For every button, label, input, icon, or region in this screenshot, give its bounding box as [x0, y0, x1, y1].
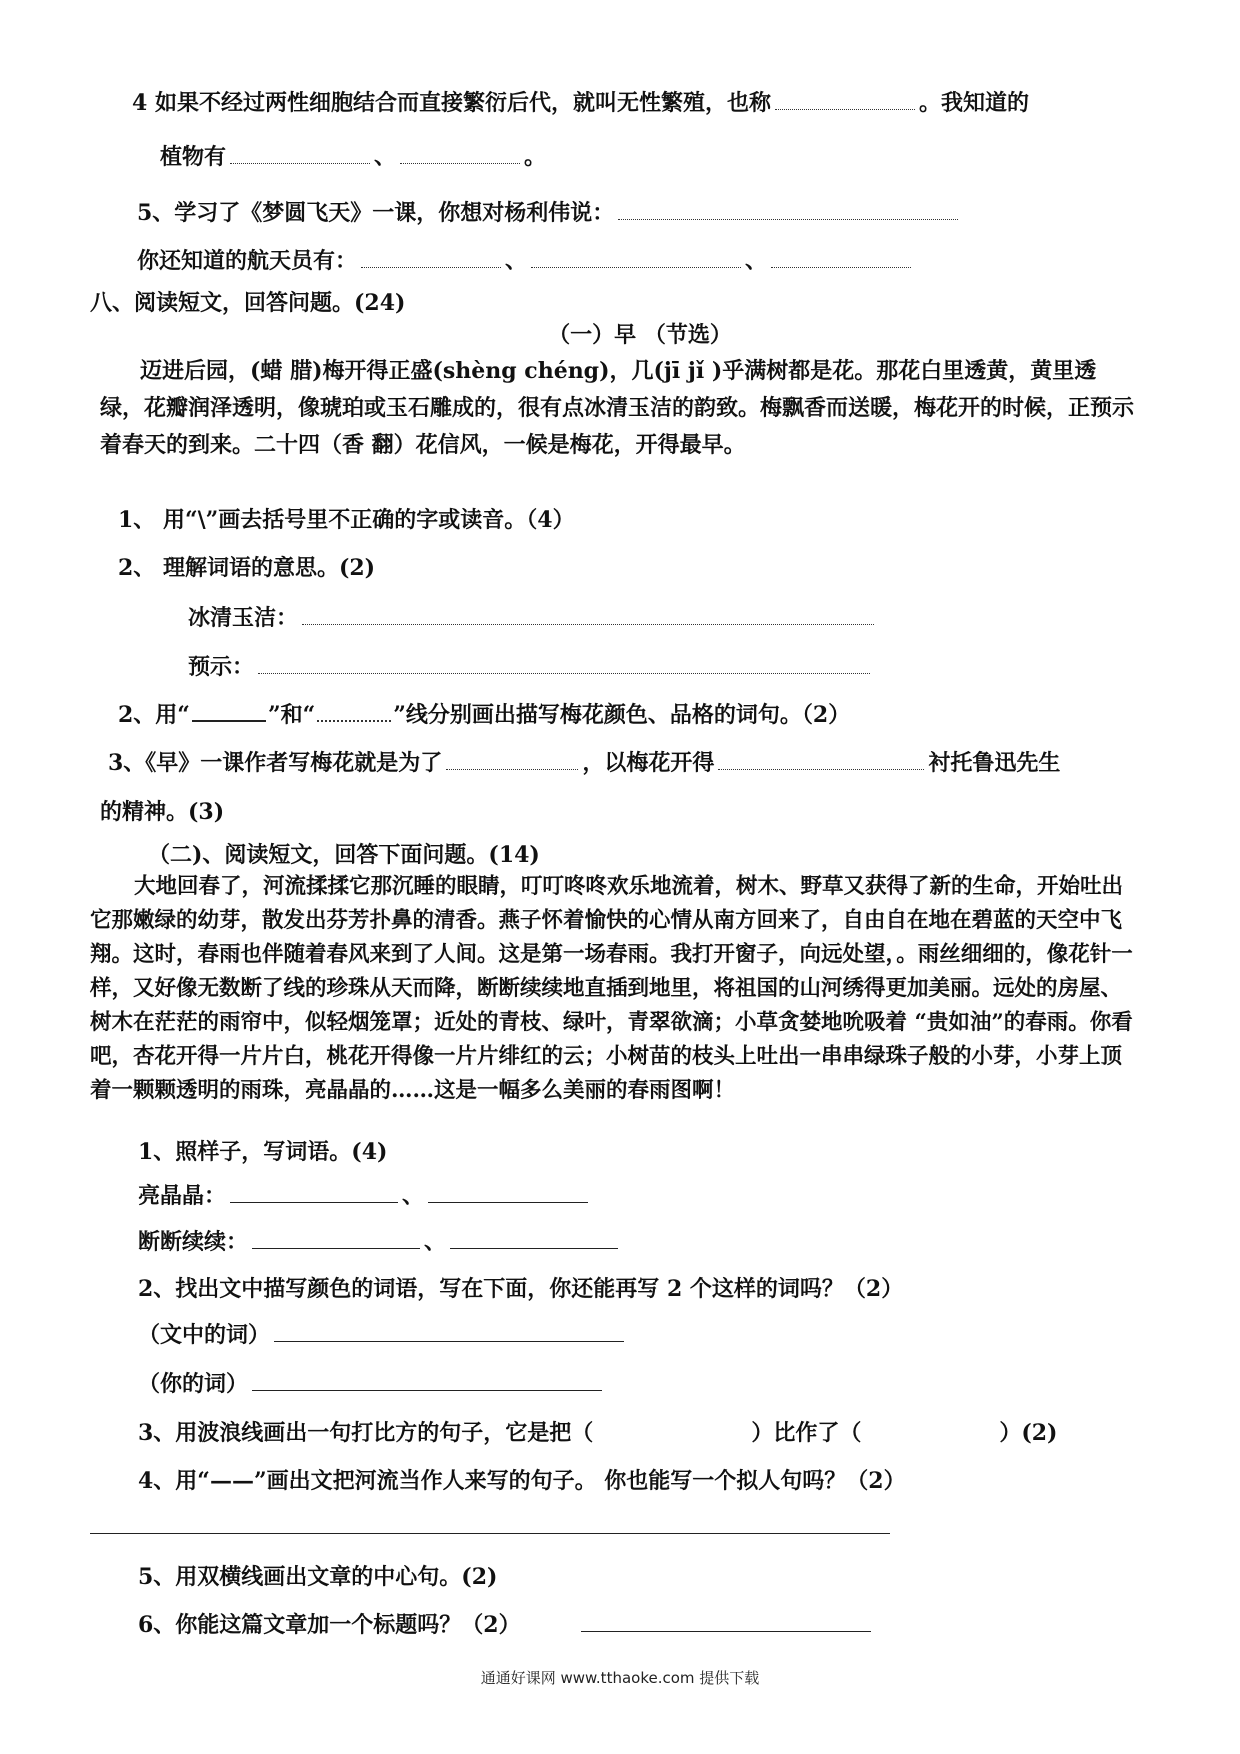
- p2-question-3: [138, 1418, 1057, 1448]
- question-4-line-1: [132, 88, 1029, 118]
- p2-question-1: 1、照样子，写词语。(4): [138, 1139, 388, 1165]
- q-text: 3、《早》一课作者写梅花就是为了: [108, 750, 443, 776]
- answer-space[interactable]: [865, 1421, 995, 1440]
- answer-blank[interactable]: [618, 201, 958, 220]
- answer-blank[interactable]: [775, 91, 915, 110]
- q-text: 衬托鲁迅先生: [928, 750, 1061, 776]
- answer-blank[interactable]: [230, 145, 370, 164]
- wavy-line-sample: [317, 706, 391, 722]
- q-text: 2、用“: [118, 702, 190, 728]
- answer-blank[interactable]: [252, 1230, 420, 1249]
- q-text: ”和“: [267, 702, 316, 728]
- footer: 通通好课网 www.tthaoke.com 提供下载: [480, 1669, 760, 1687]
- q4-text: 4 如果不经过两性细胞结合而直接繁衍后代，就叫无性繁殖，也称: [132, 90, 771, 116]
- answer-line[interactable]: [90, 1533, 890, 1534]
- q-text: 3、用波浪线画出一句打比方的句子，它是把（: [138, 1420, 594, 1446]
- p2-question-1b: [138, 1227, 622, 1257]
- answer-blank[interactable]: [252, 1372, 602, 1391]
- answer-blank[interactable]: [531, 249, 741, 268]
- answer-blank[interactable]: [400, 145, 520, 164]
- passage-2-text: 大地回春了，河流揉揉它那沉睡的眼睛，叮叮咚咚欢乐地流着，树木、野草又获得了新的生命，开始吐出它那嫩绿的幼芽，散发出芬芳扑鼻的清香。燕子怀着愉快的心情从南方回来了，自由自在地在碧蓝的天空中飞翔。这时，春雨也伴随着春风来到了人间。这是第一场春雨。我打开窗子，向远处望，。雨丝细细的，像花针一样，又好像无数断了线的珍珠从天而降，断断续续地直插到地里，将祖国的山河绣得更加美丽。远处的房屋、树木在茫茫的雨帘中，似轻烟笼罩；近处的青枝、绿叶，青翠欲滴；小草贪婪地吮吸着 “贵如油”的春雨。你看吧，杏花开得一片片白，桃花开得像一片片绯红的云；小树苗的枝头上吐出一串串绿珠子般的小芽，小芽上顶着一颗颗透明的雨珠，亮晶晶的……这是一幅多么美丽的春雨图啊！: [90, 874, 1133, 1103]
- passage-1-title: （一）早 （节选）: [548, 322, 732, 348]
- term-label: 冰清玉洁：: [188, 605, 299, 631]
- p2-question-2a: [138, 1320, 628, 1350]
- question-5-line-2: [137, 246, 915, 276]
- answer-blank[interactable]: [302, 606, 874, 625]
- question-5-line-1: [137, 198, 962, 228]
- straight-line-sample: [192, 706, 266, 722]
- p2-question-5: 5、用双横线画出文章的中心句。(2): [138, 1564, 498, 1590]
- answer-blank[interactable]: [446, 751, 578, 770]
- q-text: 6、你能这篇文章加一个标题吗？（2）: [138, 1612, 521, 1638]
- answer-blank[interactable]: [428, 1184, 588, 1203]
- p1-question-3: [108, 748, 1060, 778]
- q-text: ，以梅花开得: [582, 750, 715, 776]
- section-8-title: 八、阅读短文，回答问题。(24): [90, 290, 406, 316]
- answer-blank[interactable]: [450, 1230, 618, 1249]
- q5-text-2: 你还知道的航天员有：: [137, 248, 358, 274]
- separator: 、: [505, 248, 528, 274]
- p1-question-2a: [188, 603, 878, 633]
- p1-question-2-lines: [118, 700, 850, 730]
- term-label: （文中的词）: [138, 1322, 271, 1348]
- q-text: ）比作了（: [751, 1420, 862, 1446]
- answer-blank[interactable]: [274, 1323, 624, 1342]
- term-label: 断断续续：: [138, 1229, 249, 1255]
- p1-question-2: 2、 理解词语的意思。(2): [118, 555, 376, 581]
- separator: 、: [745, 248, 768, 274]
- answer-blank[interactable]: [361, 249, 501, 268]
- q4-text-2: 。我知道的: [918, 90, 1029, 116]
- separator: 、: [402, 1183, 425, 1209]
- term-label: （你的词）: [138, 1371, 249, 1397]
- q-text: ”线分别画出描写梅花颜色、品格的词句。（2）: [393, 702, 851, 728]
- period: 。: [524, 144, 547, 170]
- answer-blank[interactable]: [230, 1184, 398, 1203]
- p2-question-1a: [138, 1181, 592, 1211]
- answer-blank[interactable]: [718, 751, 924, 770]
- p1-question-1: 1、 用“\”画去括号里不正确的字或读音。（4）: [118, 507, 575, 533]
- p1-question-2b: [188, 652, 874, 682]
- p2-question-6: [138, 1610, 875, 1640]
- q-text: ）(2): [999, 1420, 1058, 1446]
- p2-question-2b: [138, 1369, 606, 1399]
- answer-blank[interactable]: [771, 249, 911, 268]
- question-4-line-2: [160, 142, 546, 172]
- p1-question-3-end: 的精神。(3): [100, 799, 225, 825]
- term-label: 预示：: [188, 654, 255, 680]
- q4-text-3: 植物有: [160, 144, 227, 170]
- separator: 、: [374, 144, 397, 170]
- separator: 、: [424, 1229, 447, 1255]
- q5-text: 5、学习了《梦圆飞天》一课，你想对杨利伟说：: [137, 200, 615, 226]
- answer-blank[interactable]: [581, 1613, 871, 1632]
- term-label: 亮晶晶：: [138, 1183, 227, 1209]
- answer-blank[interactable]: [258, 655, 870, 674]
- answer-space[interactable]: [597, 1421, 747, 1440]
- passage-1-text: 迈进后园，(蜡 腊)梅开得正盛(shèng chéng)，几(jī jǐ )乎满树都是花。那花白里透黄，黄里透绿，花瓣润泽透明，像琥珀或玉石雕成的，很有点冰清玉洁的韵致。梅飘香而送暖，梅花开的时候，正预示着春天的到来。二十四（香 翻）花信风，一候是梅花，开得最早。: [100, 358, 1135, 458]
- p2-question-4: 4、用“——”画出文把河流当作人来写的句子。 你也能写一个拟人句吗？（2）: [138, 1468, 906, 1494]
- passage-2-title: （二)、阅读短文，回答下面问题。(14): [148, 842, 540, 868]
- p2-question-2: 2、找出文中描写颜色的词语，写在下面，你还能再写 2 个这样的词吗？（2）: [138, 1276, 904, 1302]
